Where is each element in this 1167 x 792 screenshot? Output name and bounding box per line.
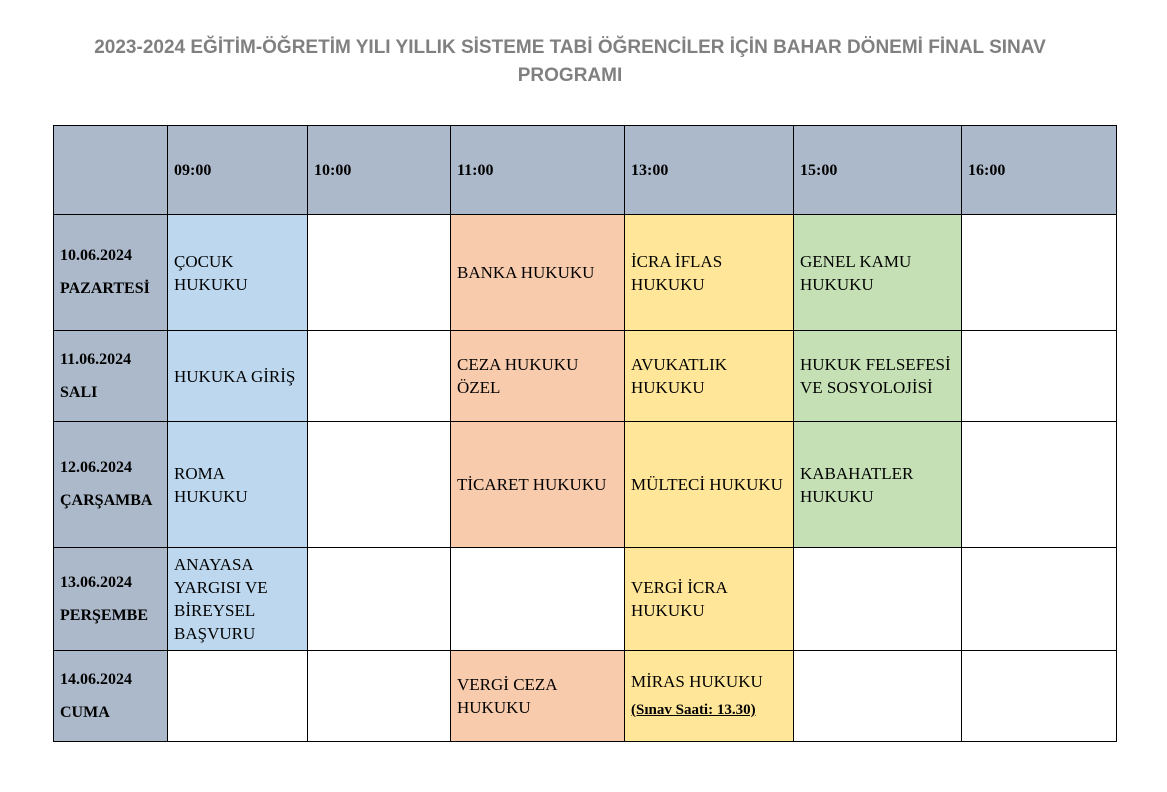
exam-cell: KABAHATLER HUKUKU	[794, 422, 962, 548]
exam-course-name: MİRAS HUKUKU	[631, 672, 763, 691]
exam-cell	[794, 548, 962, 651]
exam-cell: ÇOCUK HUKUKU	[168, 215, 308, 331]
exam-cell: HUKUKA GİRİŞ	[168, 331, 308, 422]
exam-date: 13.06.2024	[60, 573, 132, 591]
exam-cell: ROMA HUKUKU	[168, 422, 308, 548]
exam-day: SALI	[60, 383, 98, 401]
exam-cell	[962, 331, 1117, 422]
header-time-1000: 10:00	[308, 126, 451, 215]
exam-time-note: (Sınav Saati: 13.30)	[631, 702, 756, 718]
exam-day: CUMA	[60, 703, 110, 721]
page-title	[30, 34, 1110, 90]
exam-cell: BANKA HUKUKU	[451, 215, 625, 331]
header-time-1600: 16:00	[962, 126, 1117, 215]
exam-cell	[962, 215, 1117, 331]
header-time-0900: 09:00	[168, 126, 308, 215]
exam-cell: ANAYASA YARGISI VE BİREYSEL BAŞVURU	[168, 548, 308, 651]
table-row	[54, 215, 1117, 331]
exam-day: PERŞEMBE	[60, 606, 149, 624]
table-row	[54, 331, 1117, 422]
exam-cell	[308, 331, 451, 422]
exam-cell	[625, 651, 794, 742]
exam-cell	[962, 548, 1117, 651]
day-cell	[54, 548, 168, 651]
exam-cell	[794, 651, 962, 742]
day-cell	[54, 422, 168, 548]
exam-cell: CEZA HUKUKU ÖZEL	[451, 331, 625, 422]
exam-cell	[308, 548, 451, 651]
table-row	[54, 548, 1117, 651]
exam-date: 12.06.2024	[60, 459, 132, 476]
page-title-line-2: PROGRAMI	[517, 65, 623, 86]
exam-cell	[962, 422, 1117, 548]
exam-cell: GENEL KAMU HUKUKU	[794, 215, 962, 331]
day-cell	[54, 651, 168, 742]
table-row	[54, 651, 1117, 742]
exam-cell	[308, 422, 451, 548]
exam-cell: VERGİ İCRA HUKUKU	[625, 548, 794, 651]
exam-schedule-table	[53, 125, 1117, 742]
exam-cell	[962, 651, 1117, 742]
page-title-line-1: 2023-2024 EĞİTİM-ÖĞRETİM YILI YILLIK SİSTEME TABİ ÖĞRENCİLER İÇİN BAHAR DÖNEMİ FİNAL SINAV	[94, 37, 1046, 58]
exam-cell: VERGİ CEZA HUKUKU	[451, 651, 625, 742]
exam-day: PAZARTESİ	[60, 280, 150, 297]
header-time-1500: 15:00	[794, 126, 962, 215]
exam-cell	[308, 651, 451, 742]
table-row	[54, 422, 1117, 548]
exam-cell	[308, 215, 451, 331]
day-cell	[54, 215, 168, 331]
exam-cell: MÜLTECİ HUKUKU	[625, 422, 794, 548]
exam-cell	[451, 548, 625, 651]
header-row	[54, 126, 1117, 215]
exam-cell: TİCARET HUKUKU	[451, 422, 625, 548]
exam-date: 10.06.2024	[60, 247, 132, 264]
day-cell	[54, 331, 168, 422]
exam-cell: AVUKATLIK HUKUKU	[625, 331, 794, 422]
exam-day: ÇARŞAMBA	[60, 492, 153, 509]
header-time-1300: 13:00	[625, 126, 794, 215]
exam-cell: HUKUK FELSEFESİ VE SOSYOLOJİSİ	[794, 331, 962, 422]
exam-cell	[168, 651, 308, 742]
header-corner-cell	[54, 126, 168, 215]
exam-cell: İCRA İFLAS HUKUKU	[625, 215, 794, 331]
header-time-1100: 11:00	[451, 126, 625, 215]
exam-date: 11.06.2024	[60, 350, 132, 368]
exam-date: 14.06.2024	[60, 670, 132, 688]
